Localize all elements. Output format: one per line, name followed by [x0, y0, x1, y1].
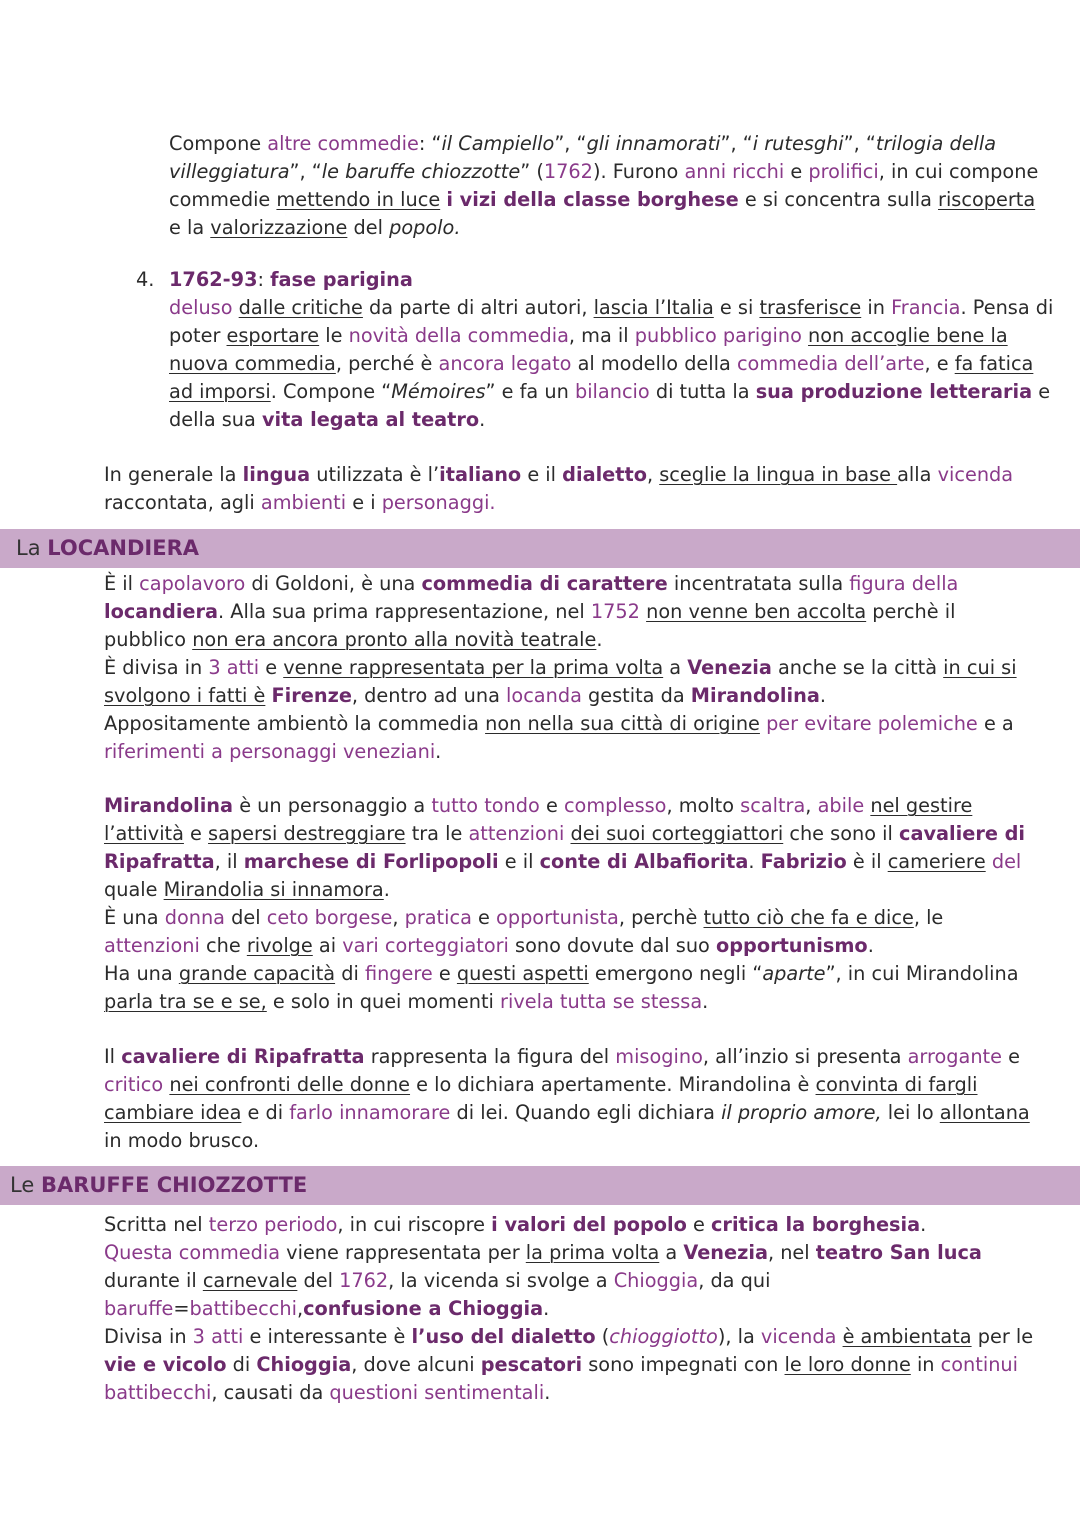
- text-run: fa fatica ad imporsi: [169, 352, 1034, 403]
- text-run: rivolge: [246, 934, 313, 957]
- text-run: , la vicenda si svolge a: [388, 1269, 614, 1292]
- text-run: Chioggia: [613, 1269, 699, 1292]
- text-run: e il: [521, 463, 563, 486]
- text-run: pubblico parigino: [634, 324, 802, 347]
- section-header-locandiera: [0, 529, 1080, 568]
- text-run: italiano: [439, 463, 522, 486]
- text-run: nei confronti delle donne: [169, 1073, 411, 1096]
- text-run: sapersi destreggiare: [208, 822, 406, 845]
- text-run: per evitare polemiche: [766, 712, 978, 735]
- text-run: nel gestire l’attività: [104, 794, 973, 845]
- text-run: prolifici: [808, 160, 879, 183]
- text-run: e si: [713, 296, 760, 319]
- text-run: e di: [241, 1101, 290, 1124]
- text-run: alla: [897, 463, 938, 486]
- text-run: opportunismo: [715, 934, 868, 957]
- text-run: convinta di fargli cambiare idea: [104, 1073, 978, 1124]
- text-run: Il: [104, 1045, 122, 1068]
- text-run: vicenda: [937, 463, 1014, 486]
- text-run: da parte di altri autori,: [362, 296, 594, 319]
- text-run: vari corteggiatori: [342, 934, 509, 957]
- text-run: i vizi della classe borghese: [446, 188, 739, 211]
- text-run: È il: [104, 572, 140, 595]
- text-run: e: [784, 160, 809, 183]
- text-run: opportunista: [496, 906, 619, 929]
- text-run: lingua: [242, 463, 311, 486]
- text-run: ”, “: [843, 132, 876, 155]
- text-run: mettendo in luce: [276, 188, 441, 211]
- text-run: Scritta nel: [104, 1213, 209, 1236]
- text-run: le: [319, 324, 349, 347]
- text-run: ai: [312, 934, 343, 957]
- text-run: e della sua: [169, 380, 1051, 431]
- text-run: , dove alcuni: [351, 1353, 481, 1376]
- text-run: aparte: [762, 962, 826, 985]
- text-run: ” e fa un: [485, 380, 575, 403]
- text-run: figura della: [849, 572, 959, 595]
- text-run: .: [544, 1381, 551, 1404]
- text-run: il Campiello: [441, 132, 555, 155]
- text-run: ”, “: [554, 132, 587, 155]
- text-run: ,: [646, 463, 660, 486]
- text-run: e solo in quei momenti: [266, 990, 501, 1013]
- text-run: sua produzione letteraria: [755, 380, 1033, 403]
- text-run: ”, “: [720, 132, 753, 155]
- text-run: .: [543, 1297, 550, 1320]
- text-run: in: [861, 296, 892, 319]
- text-run: critica la borghesia: [711, 1213, 921, 1236]
- text-run: attenzioni: [104, 934, 200, 957]
- text-run: : “: [418, 132, 442, 155]
- text-run: ,: [392, 906, 405, 929]
- text-run: sono dovute dal suo: [508, 934, 716, 957]
- text-run: ). Furono: [592, 160, 685, 183]
- text-run: e: [539, 794, 564, 817]
- text-run: questi aspetti: [456, 962, 589, 985]
- text-run: Francia: [891, 296, 961, 319]
- text-run: , da qui: [698, 1269, 771, 1292]
- text-run: le loro donne: [784, 1353, 911, 1376]
- text-run: tra le: [405, 822, 469, 845]
- text-run: farlo innamorare: [289, 1101, 451, 1124]
- text-run: Chioggia: [256, 1353, 352, 1376]
- text-run: incentratata sulla: [667, 572, 850, 595]
- text-run: .: [867, 934, 874, 957]
- text-run: cavaliere di Ripafratta: [121, 1045, 365, 1068]
- text-run: e: [259, 656, 284, 679]
- text-run: Ha una: [104, 962, 179, 985]
- text-run: ”, “: [289, 160, 322, 183]
- phase3-paragraph: [169, 130, 1049, 242]
- text-run: ,: [296, 1297, 304, 1320]
- text-run: ambienti: [260, 491, 347, 514]
- text-run: (: [595, 1325, 610, 1348]
- phase4-list-item: [136, 266, 413, 294]
- text-run: . Compone “: [270, 380, 392, 403]
- text-run: 1762: [543, 160, 593, 183]
- text-run: ceto borgese: [266, 906, 393, 929]
- text-run: non venne ben accolta: [646, 600, 867, 623]
- text-run: carnevale: [202, 1269, 298, 1292]
- text-run: .: [748, 850, 761, 873]
- text-run: di lei. Quando egli dichiara: [450, 1101, 722, 1124]
- text-run: teatro San luca: [815, 1241, 982, 1264]
- text-run: È divisa in: [104, 656, 209, 679]
- text-run: riferimenti a personaggi veneziani: [104, 740, 436, 763]
- text-run: attenzioni: [468, 822, 565, 845]
- text-run: conte di Albafiorita: [539, 850, 749, 873]
- text-run: in cui si svolgono i fatti è: [104, 656, 1017, 707]
- text-run: È una: [104, 906, 165, 929]
- section-title: BARUFFE CHIOZZOTTE: [40, 1173, 308, 1197]
- text-run: critico: [104, 1073, 164, 1096]
- text-run: , causati da: [211, 1381, 330, 1404]
- text-run: vicenda: [760, 1325, 837, 1348]
- text-run: vita legata al teatro: [261, 408, 480, 431]
- text-run: dalle critiche: [238, 296, 363, 319]
- section-title-prefix: La: [16, 536, 48, 560]
- text-run: dei suoi corteggiattori: [570, 822, 784, 845]
- text-run: terzo periodo: [208, 1213, 338, 1236]
- text-run: allontana: [939, 1101, 1030, 1124]
- text-run: confusione a Chioggia: [303, 1297, 544, 1320]
- text-run: raccontata, agli: [104, 491, 261, 514]
- text-run: deluso: [169, 296, 233, 319]
- text-run: Divisa in: [104, 1325, 193, 1348]
- text-run: Venezia: [687, 656, 772, 679]
- text-run: a: [663, 656, 688, 679]
- baruffe-paragraph-1: [104, 1211, 1034, 1407]
- text-run: rivela tutta se stessa: [500, 990, 703, 1013]
- text-run: .: [819, 684, 826, 707]
- text-run: emergono negli “: [588, 962, 763, 985]
- text-run: . Pensa di poter: [169, 296, 1054, 347]
- text-run: riscoperta: [938, 188, 1036, 211]
- locandiera-paragraph-3: [104, 1043, 1034, 1155]
- text-run: e a: [977, 712, 1014, 735]
- text-run: esportare: [226, 324, 320, 347]
- text-run: venne rappresentata per la prima volta: [283, 656, 664, 679]
- text-run: sono impegnati con: [582, 1353, 785, 1376]
- text-run: viene rappresentata per: [280, 1241, 526, 1264]
- text-run: locanda: [506, 684, 582, 707]
- locandiera-paragraph-1: [104, 570, 1034, 766]
- text-run: Questa commedia: [104, 1241, 281, 1264]
- text-run: questioni sentimentali: [329, 1381, 545, 1404]
- text-run: Mirandolina: [104, 794, 234, 817]
- text-run: , perchè: [618, 906, 704, 929]
- text-run: sceglie la lingua in base: [659, 463, 898, 486]
- text-run: fingere: [364, 962, 433, 985]
- text-run: e interessante è: [243, 1325, 412, 1348]
- text-run: ”, in cui Mirandolina: [825, 962, 1019, 985]
- text-run: del: [991, 850, 1022, 873]
- text-run: è un personaggio a: [233, 794, 432, 817]
- text-run: in: [910, 1353, 941, 1376]
- section-title: LOCANDIERA: [47, 536, 199, 560]
- text-run: di: [226, 1353, 257, 1376]
- text-run: Fabrizio: [760, 850, 847, 873]
- text-run: rappresenta la figura del: [364, 1045, 616, 1068]
- text-run: il proprio amore,: [721, 1101, 882, 1124]
- text-run: di tutta la: [649, 380, 756, 403]
- text-run: novità della commedia: [348, 324, 569, 347]
- text-run: e lo dichiara apertamente. Mirandolina è: [410, 1073, 816, 1096]
- text-run: trilogia della villeggiatura: [169, 132, 997, 183]
- text-run: altre commedie: [267, 132, 419, 155]
- text-run: battibecchi: [189, 1297, 297, 1320]
- text-run: e: [183, 822, 209, 845]
- text-run: al modello della: [571, 352, 737, 375]
- text-run: valorizzazione: [210, 216, 348, 239]
- text-run: =: [173, 1297, 190, 1320]
- text-run: , il: [214, 850, 244, 873]
- text-run: l’uso del dialetto: [411, 1325, 596, 1348]
- text-run: trasferisce: [759, 296, 862, 319]
- text-run: del: [225, 906, 267, 929]
- text-run: e il: [498, 850, 540, 873]
- text-run: .: [383, 878, 390, 901]
- text-run: arrogante: [907, 1045, 1002, 1068]
- text-run: Venezia: [683, 1241, 768, 1264]
- text-run: e: [1001, 1045, 1020, 1068]
- text-run: cavaliere di Ripafratta: [104, 822, 1026, 873]
- text-run: :: [257, 268, 271, 291]
- text-run: perchè il pubblico: [104, 600, 956, 651]
- text-run: abile: [817, 794, 865, 817]
- text-run: ancora legato: [438, 352, 572, 375]
- text-run: locandiera: [104, 600, 219, 623]
- text-run: e la: [169, 216, 211, 239]
- text-run: Mémoires: [391, 380, 486, 403]
- text-run: .: [479, 408, 486, 431]
- text-run: non era ancora pronto alla novità teatrale: [192, 628, 597, 651]
- phase4-heading: [169, 266, 413, 294]
- text-run: ,: [805, 794, 818, 817]
- text-run: e: [471, 906, 497, 929]
- text-run: è il: [846, 850, 888, 873]
- text-run: per le: [971, 1325, 1034, 1348]
- text-run: baruffe: [104, 1297, 174, 1320]
- text-run: è ambientata: [842, 1325, 972, 1348]
- section-title-prefix: Le: [10, 1173, 41, 1197]
- text-run: i rutesghi: [752, 132, 844, 155]
- text-run: , e: [924, 352, 955, 375]
- text-run: scaltra: [740, 794, 806, 817]
- text-run: Firenze: [271, 684, 352, 707]
- text-run: . Alla sua prima rappresentazione, nel: [218, 600, 591, 623]
- text-run: utilizzata è l’: [310, 463, 440, 486]
- text-run: pratica: [404, 906, 472, 929]
- text-run: .: [702, 990, 709, 1013]
- text-run: di: [335, 962, 365, 985]
- language-paragraph: [104, 461, 1054, 517]
- text-run: , in cui compone commedie: [169, 160, 1039, 211]
- text-run: vie e vicolo: [104, 1353, 227, 1376]
- text-run: , nel: [767, 1241, 816, 1264]
- text-run: non accoglie bene la nuova commedia: [169, 324, 1008, 375]
- text-run: parla tra se e se,: [104, 990, 267, 1013]
- text-run: Appositamente ambientò la commedia: [104, 712, 486, 735]
- text-run: , molto: [666, 794, 741, 817]
- text-run: donna: [164, 906, 225, 929]
- text-run: misogino: [615, 1045, 703, 1068]
- text-run: , in cui riscopre: [337, 1213, 492, 1236]
- text-run: durante il: [104, 1269, 203, 1292]
- text-run: 3 atti: [192, 1325, 244, 1348]
- text-run: , dentro ad una: [351, 684, 507, 707]
- text-run: complesso: [563, 794, 667, 817]
- text-run: gestita da: [581, 684, 691, 707]
- text-run: , ma il: [568, 324, 635, 347]
- text-run: del: [297, 1269, 340, 1292]
- text-run: pescatori: [480, 1353, 583, 1376]
- text-run: dialetto: [562, 463, 647, 486]
- text-run: continui battibecchi: [104, 1353, 1018, 1404]
- text-run: capolavoro: [139, 572, 246, 595]
- text-run: lascia l’Italia: [593, 296, 714, 319]
- text-run: bilancio: [574, 380, 650, 403]
- text-run: chioggiotto: [609, 1325, 718, 1348]
- text-run: , perché è: [335, 352, 439, 375]
- text-run: in modo brusco.: [104, 1129, 260, 1152]
- text-run: Mirandolina: [690, 684, 820, 707]
- text-run: e i: [346, 491, 382, 514]
- text-run: tutto ciò che fa e dice: [703, 906, 914, 929]
- text-run: grande capacità: [178, 962, 336, 985]
- text-run: quale: [104, 878, 164, 901]
- text-run: 1752: [590, 600, 640, 623]
- text-run: Mirandolia si innamora: [163, 878, 384, 901]
- text-run: del: [347, 216, 390, 239]
- text-run: commedia di carattere: [421, 572, 668, 595]
- text-run: che: [199, 934, 247, 957]
- text-run: non nella sua città di origine: [485, 712, 760, 735]
- text-run: commedia dell’arte: [736, 352, 925, 375]
- text-run: anche se la città: [771, 656, 944, 679]
- text-run: .: [435, 740, 442, 763]
- text-run: , le: [913, 906, 944, 929]
- text-run: .: [920, 1213, 927, 1236]
- section-header-baruffe: [0, 1166, 1080, 1205]
- text-run: le baruffe chiozzotte: [321, 160, 521, 183]
- text-run: a: [659, 1241, 684, 1264]
- text-run: gli innamorati: [586, 132, 721, 155]
- text-run: i valori del popolo: [491, 1213, 687, 1236]
- phase4-paragraph: [169, 294, 1059, 434]
- text-run: che sono il: [783, 822, 900, 845]
- text-run: anni ricchi: [684, 160, 785, 183]
- text-run: popolo.: [389, 216, 461, 239]
- text-run: ), la: [717, 1325, 761, 1348]
- locandiera-paragraph-2: [104, 792, 1034, 1016]
- text-run: lei lo: [881, 1101, 940, 1124]
- text-run: , all’inzio si presenta: [702, 1045, 908, 1068]
- text-run: marchese di Forlipopoli: [243, 850, 499, 873]
- text-run: 1762: [339, 1269, 389, 1292]
- text-run: fase parigina: [270, 268, 413, 291]
- text-run: ” (: [520, 160, 544, 183]
- text-run: e si concentra sulla: [738, 188, 939, 211]
- text-run: e: [686, 1213, 711, 1236]
- text-run: la prima volta: [525, 1241, 660, 1264]
- text-run: tutto tondo: [431, 794, 540, 817]
- text-run: di Goldoni, è una: [245, 572, 422, 595]
- text-run: Compone: [169, 132, 268, 155]
- text-run: In generale la: [104, 463, 243, 486]
- list-number: 4.: [136, 268, 155, 291]
- text-run: personaggi.: [381, 491, 496, 514]
- text-run: 1762-93: [169, 268, 258, 291]
- text-run: e: [432, 962, 457, 985]
- text-run: 3 atti: [208, 656, 260, 679]
- text-run: camerierе: [887, 850, 986, 873]
- text-run: .: [596, 628, 603, 651]
